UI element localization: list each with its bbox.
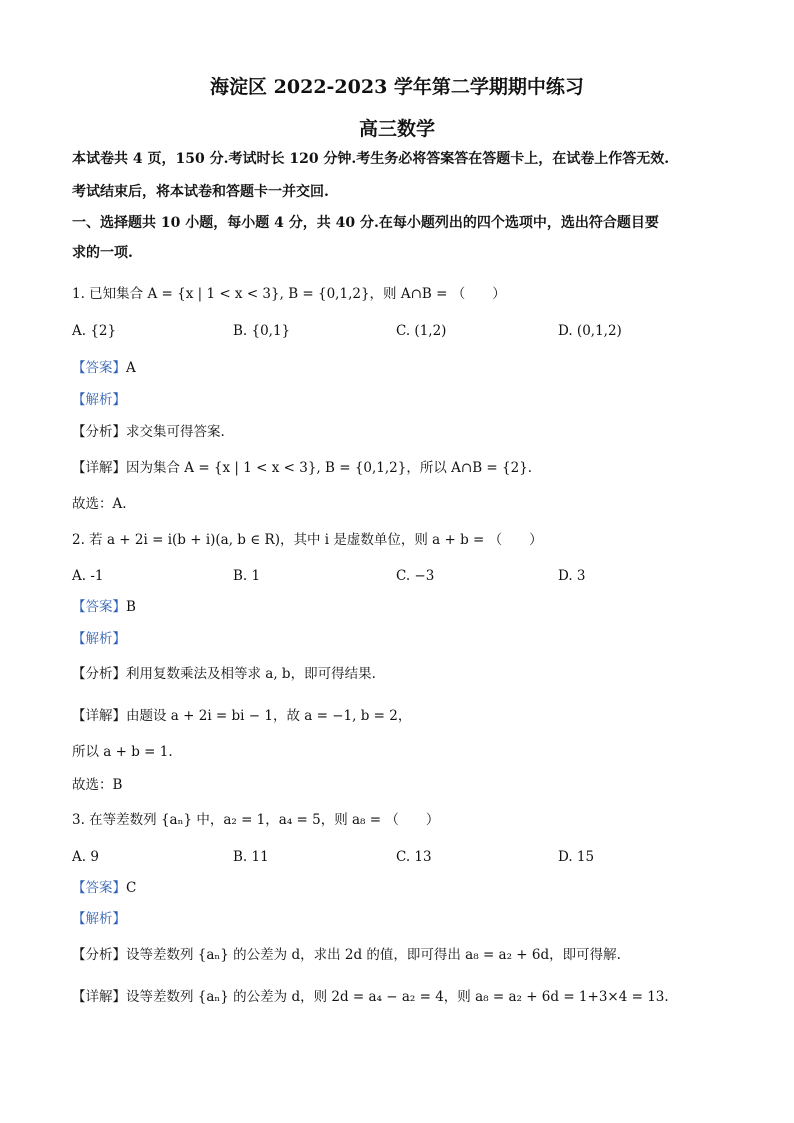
question-3-option-a: A. 9 [72,849,99,865]
question-2-option-a: A. -1 [72,568,104,584]
question-3-answer [72,879,136,897]
fenxi-text: 设等差数列 {aₙ} 的公差为 d，求出 2d 的值，即可得出 a₈ = a₂ + 6d，即可得解. [126,947,621,963]
question-2-option-d: D. 3 [558,568,586,584]
question-1-conclusion: 故选：A. [72,496,127,512]
question-2-answer [72,598,136,616]
question-1-fenxi [72,423,225,441]
xiangjie-text: 由题设 a + 2i = bi − 1，故 a = −1, b = 2， [126,708,412,724]
question-2-conclusion: 故选：B [72,777,123,793]
question-1-analysis-heading: 【解析】 [72,392,126,408]
answer-value: B [126,599,136,615]
question-2-extra: 所以 a + b = 1. [72,744,173,760]
answer-tag: 【答案】 [72,360,126,376]
fenxi-tag: 【分析】 [72,666,126,682]
question-3-stem: 3. 在等差数列 {aₙ} 中，a₂ = 1，a₄ = 5，则 a₈ = （ ） [72,812,440,828]
answer-value: C [126,880,137,896]
question-2-option-c: C. −3 [396,568,435,584]
question-1-option-a: A. {2} [72,323,117,339]
fenxi-tag: 【分析】 [72,947,126,963]
question-2-fenxi [72,665,376,683]
fenxi-tag: 【分析】 [72,424,126,440]
question-2-xiangjie [72,707,411,725]
question-2-option-b: B. 1 [233,568,261,584]
section-heading-line1: 一、选择题共 10 小题，每小题 4 分，共 40 分.在每小题列出的四个选项中，选出符合题目要 [72,215,659,231]
answer-tag: 【答案】 [72,880,126,896]
fenxi-text: 利用复数乘法及相等求 a, b，即可得结果. [126,666,376,682]
question-3-analysis-heading: 【解析】 [72,911,126,927]
page-title: 海淀区 2022-2023 学年第二学期期中练习 [210,76,584,98]
xiangjie-text: 设等差数列 {aₙ} 的公差为 d，则 2d = a₄ − a₂ = 4，则 a₈ = a₂ + 6d = 1+3×4 = 13. [126,989,669,1005]
exam-instructions-line2: 考试结束后，将本试卷和答题卡一并交回. [72,184,329,200]
exam-instructions-line1: 本试卷共 4 页，150 分.考试时长 120 分钟.考生务必将答案答在答题卡上，在试卷上作答无效. [72,151,670,167]
question-3-xiangjie [72,988,669,1006]
question-3-fenxi [72,946,621,964]
question-2-stem: 2. 若 a + 2i = i(b + i)(a, b ∈ R)，其中 i 是虚数单位，则 a + b = （ ） [72,532,543,548]
xiangjie-tag: 【详解】 [72,460,126,476]
question-3-option-c: C. 13 [396,849,432,865]
question-1-option-b: B. {0,1} [233,323,291,339]
question-1-option-c: C. (1,2) [396,323,447,339]
question-1-stem: 1. 已知集合 A = {x | 1 < x < 3}, B = {0,1,2}，则 A∩B = （ ） [72,286,506,302]
page-subtitle: 高三数学 [358,118,435,140]
question-1-answer [72,359,136,377]
fenxi-text: 求交集可得答案. [126,424,225,440]
answer-tag: 【答案】 [72,599,126,615]
answer-value: A [126,360,136,376]
question-1-option-d: D. (0,1,2) [558,323,622,339]
xiangjie-tag: 【详解】 [72,989,126,1005]
question-1-xiangjie [72,459,532,477]
xiangjie-tag: 【详解】 [72,708,126,724]
question-3-option-d: D. 15 [558,849,595,865]
question-3-option-b: B. 11 [233,849,269,865]
xiangjie-text: 因为集合 A = {x | 1 < x < 3}, B = {0,1,2}，所以 A∩B = {2}. [126,460,533,476]
question-2-analysis-heading: 【解析】 [72,631,126,647]
section-heading-line2: 求的一项. [72,245,133,261]
